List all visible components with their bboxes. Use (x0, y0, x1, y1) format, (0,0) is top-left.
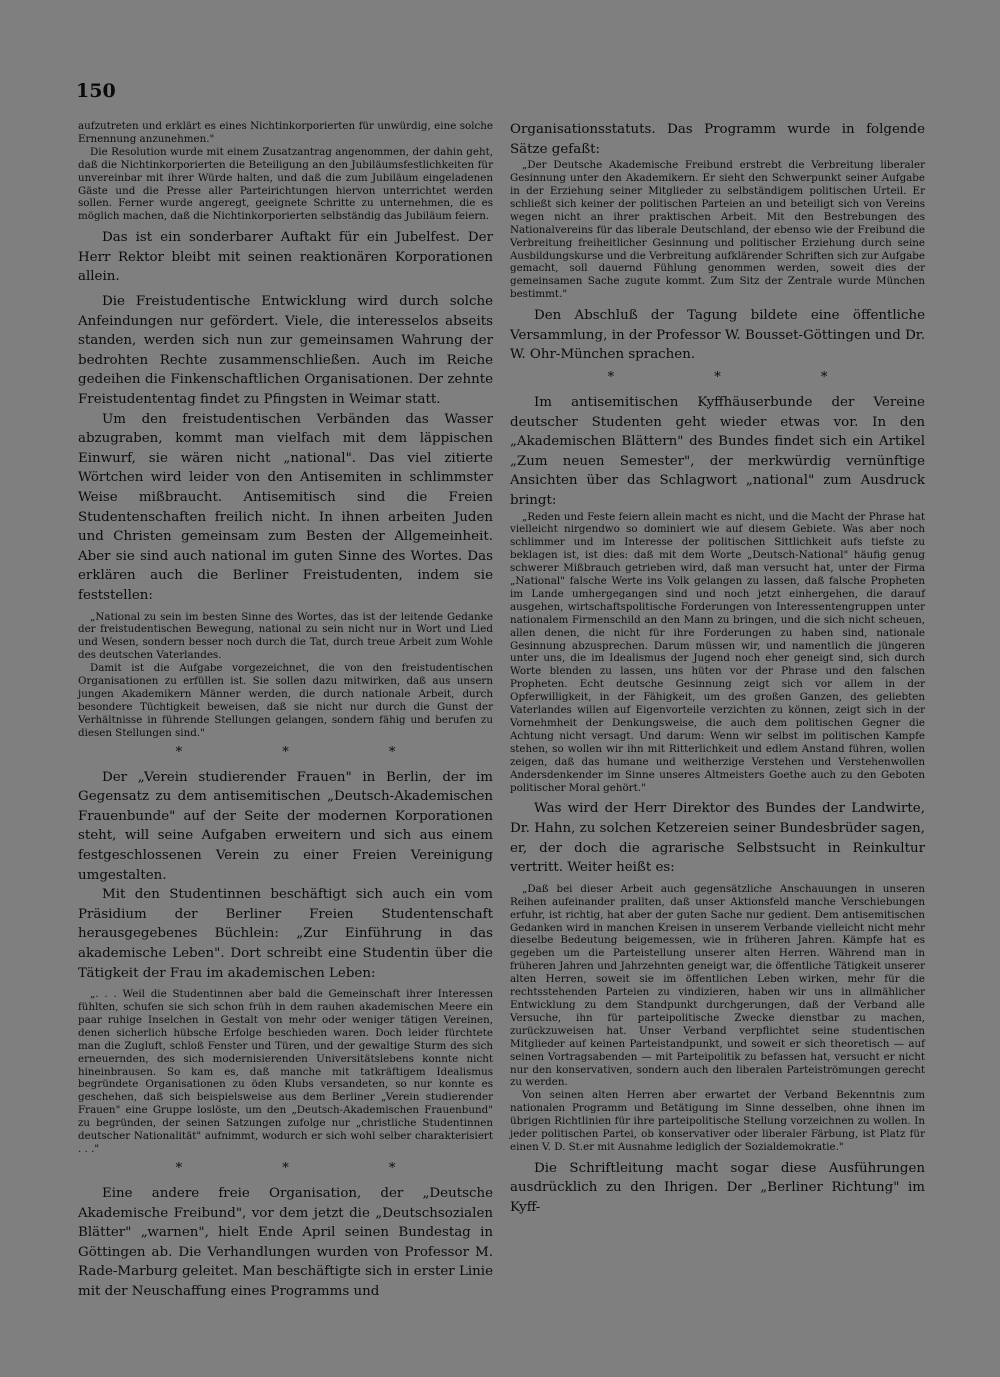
left-paragraph-freistudentische: Die Freistudentische Entwicklung wird durch solche Anfeindungen nur gefördert. Viele, die interesselos abseits standen, werden sich nun zur gemeinsamen Wahrung der bedrohten Rechte zusammenschließen. Auch im Reiche gedeihen die Finkenschaftlichen Organisationen. Der zehnte Freistudententag findet zu Pfingsten in Weimar statt. (78, 294, 493, 407)
left-paragraph-verein-frauen: Der „Verein studierender Frauen" in Berlin, der im Gegensatz zu dem antisemitischen „Deutsch-Akademischen Frauenbunde" auf der Seite der modernen Korporationen steht, will seine Aufgaben erweitern und sich aus einem festgeschlossenen Verein zu einer Freien Vereinigung umgestalten. (78, 769, 493, 883)
left-column (78, 120, 493, 1301)
left-quote-aufgabe: Damit ist die Aufgabe vorgezeichnet, die von den freistudentischen Organisationen zu erfüllen ist. Sie sollen dazu mitwirken, daß aus unsern jungen Akademikern Männer werden, die durch nationale Arbeit, durch besondere Tüchtigkeit beweisen, daß sie nicht nur durch die Gunst der Verhältnisse in führende Stellungen gelangen, sondern fähig und berufen zu diesen Stellungen sind." (78, 662, 493, 739)
left-paragraph-national: Um den freistudentischen Verbänden das Wasser abzugraben, kommt man vielfach mit dem läppischen Einwurf, sie wären nicht „national". Das viel zitierte Wörtchen wird leider von den Antisemiten in schlimmster Weise mißbraucht. Antisemitisch sind die Freien Studentenschaften freilich nicht. In ihnen arbeiten Juden und Christen gemeinsam zum Besten der Allgemeinheit. Aber sie sind auch national im guten Sinne des Wortes. Das erklären auch die Berliner Freistudenten, indem sie feststellen: (78, 411, 493, 603)
left-quote-national: „National zu sein im besten Sinne des Wortes, das ist der leitende Gedanke der freistudentischen Bewegung, national zu sein nicht nur in Wort und Lied und Wesen, sondern besser noch durch die Tat, durch treue Arbeit zum Wohle des deutschen Vaterlandes. (78, 610, 493, 662)
right-paragraph-statuts: Organisationsstatuts. Das Programm wurde in folgende Sätze gefaßt: (510, 122, 925, 157)
right-quote-alte-herren: Von seinen alten Herren aber erwartet der Verband Bekenntnis zum nationalen Programm und Betätigung im Sinne desselben, ohne ihnen im übrigen Richtlinien für ihre parteipolitische Stellung vorzeichnen zu wollen. In jeder politischen Partei, ob konservativer oder liberaler Färbung, ist Platz für einen V. D. St.er mit Ausnahme lediglich der Sozialdemokratie." (510, 1089, 925, 1153)
left-paragraph-studentinnen: Mit den Studentinnen beschäftigt sich auch ein vom Präsidium der Berliner Freien Studentenschaft herausgegebenes Büchlein: „Zur Einführung in das akademische Leben". Dort schreibt eine Studentin über die Tätigkeit der Frau im akademischen Leben: (78, 887, 493, 981)
left-quote-studentinnen: „. . . Weil die Studentinnen aber bald die Gemeinschaft ihrer Interessen fühlten, schufen sie sich schon früh in dem rauhen akademischen Meere ein paar ruhige Inselchen in Gestalt von mehr oder weniger tätigen Vereinen, denen sicherlich hübsche Erfolge beschieden waren. Doch leider fürchtete man die Zugluft, schloß Fenster und Türen, und der gewaltige Sturm des sich erneuernden, des sich modernisierenden Universitätslebens konnte nicht hineinbrausen. So kam es, daß manche mit tatkräftigem Idealismus begründete Organisationen zu öden Klubs versandeten, so nur konnte es geschehen, daß sich beispielsweise aus dem Berliner „Verein studierender Frauen" eine Gruppe loslöste, um den „Deutsch-Akademischen Frauenbund" zu begründen, der seinen Satzungen zufolge nur „christliche Studentinnen deutscher Nationalität" aufnimmt, wodurch er sich wohl selber charakterisiert . . ." (78, 988, 493, 1155)
section-separator: * * * (175, 1160, 444, 1176)
right-quote-freibund-program: „Der Deutsche Akademische Freibund erstrebt die Verbreitung liberaler Gesinnung unter den Akademikern. Er sieht den Schwerpunkt seiner Aufgabe in der Erziehung seiner Mitglieder zu selbständigem politischen Urteil. Er schließt sich keiner der politischen Parteien an und beteiligt sich von Vereins wegen nicht an ihrer praktischen Arbeit. Mit den Bestrebungen des Nationalvereins für das liberale Deutschland, der ebenso wie der Freibund die Verbreitung freiheitlicher Gesinnung und politischer Erziehung durch seine Ausbildungskurse und die Verbreitung aufklärender Schriften sich zur Aufgabe gemacht, soll dauernd Fühlung genommen werden, soweit dies der gemeinsamen Sache zugute kommt. Zum Sitz der Zentrale wurde München bestimmt." (510, 159, 925, 301)
page-number: 150 (76, 80, 116, 102)
section-separator: * * * (607, 369, 876, 385)
left-quote-continuation: aufzutreten und erklärt es eines Nichtinkorporierten für unwürdig, eine solche Ernennung anzunehmen." (78, 120, 493, 145)
section-separator: * * * (175, 744, 444, 760)
right-paragraph-tagung: Den Abschluß der Tagung bildete eine öffentliche Versammlung, in der Professor W. Bousset-Göttingen und Dr. W. Ohr-München sprachen. (510, 308, 925, 363)
right-column (510, 120, 925, 1218)
right-quote-reden-feste: „Reden und Feste feiern allein macht es nicht, und die Macht der Phrase hat vielleicht nirgendwo so dominiert wie auf diesem Gebiete. Was aber noch schlimmer und im Interesse der politischen Sittlichkeit aufs tiefste zu beklagen ist, ist dies: daß mit dem Worte „Deutsch-National" häufig genug schwerer Mißbrauch getrieben wird, daß man versucht hat, unter der Firma „National" falsche Werte ins Volk gelangen zu lassen, daß falsche Propheten im Lande umhergegangen sind und noch jetzt einhergehen, die darauf ausgehen, wirtschaftspolitische Forderungen von Interessentengruppen unter nationalem Firmenschild an den Mann zu bringen, und die sich nicht scheuen, allen denen, die nicht für ihre Forderungen zu haben sind, nationale Gesinnung abzusprechen. Darum müssen wir, und namentlich die jüngeren unter uns, die im Idealismus der Jugend noch eher geneigt sind, sich durch Worte blenden zu lassen, uns hüten vor der Phrase und den falschen Propheten. Echt deutsche Gesinnung zeigt sich vor allem in der Opferwilligkeit, in der Fähigkeit, um des großen Ganzen, des geliebten Vaterlandes willen auf Eigenvorteile verzichten zu können, zeigt sich in der Vornehmheit der Denkungsweise, die auch dem politischen Gegner die Achtung nicht versagt. Und darum: Wenn wir selbst im politischen Kampfe stehen, so wollen wir ihn mit Ritterlichkeit und edlem Anstand führen, wollen zeigen, daß das humane und weitherzige Verstehen und Verstehenwollen Andersdenkender im Sinne unseres Altmeisters Goethe auch zu den Geboten politischer Moral gehört." (510, 510, 925, 794)
left-paragraph-jubelfest: Das ist ein sonderbarer Auftakt für ein Jubelfest. Der Herr Rektor bleibt mit seinen reaktionären Korporationen allein. (78, 230, 493, 285)
right-quote-arbeit: „Daß bei dieser Arbeit auch gegensätzliche Anschauungen in unseren Reihen aufeinander prallten, daß unser Aktionsfeld manche Verschiebungen erfuhr, ist richtig, hat aber der guten Sache nur gedient. Dem antisemitischen Gedanken wird in manchen Kreisen in unserem Verbande vielleicht nicht mehr dieselbe Bedeutung beigemessen, wie in früheren Jahren. Kämpfe hat es gegeben um die Parteistellung unserer alten Herren. Während man in früheren Jahren und Jahrzehnten geneigt war, die öffentliche Tätigkeit unserer alten Herren, soweit sie im öffentlichen Leben wirken, mehr für die rechtsstehenden Parteien zu vindizieren, haben wir uns in allmählicher Entwicklung zu dem Standpunkt durchgerungen, daß der Verband alle Versuche, ihn für parteipolitische Zwecke dienstbar zu machen, zurückzuweisen hat. Unser Verband verpflichtet seine studentischen Mitglieder auf keinen Parteistandpunkt, und soweit er sich theoretisch — auf seinen Vortragsabenden — mit Parteipolitik zu befassen hat, versucht er nicht nur den konservativen, sondern auch den liberalen Parteiströmungen gerecht zu werden. (510, 882, 925, 1089)
left-paragraph-freibund: Eine andere freie Organisation, der „Deutsche Akademische Freibund", vor dem jetzt die „Deutschsozialen Blätter" „warnen", hielt Ende April seinen Bundestag in Göttingen ab. Die Verhandlungen wurden von Professor M. Rade-Marburg geleitet. Man beschäftigte sich in erster Linie mit der Neuschaffung eines Programms und (78, 1185, 493, 1299)
right-paragraph-schriftleitung: Die Schriftleitung macht sogar diese Ausführungen ausdrücklich zu den Ihrigen. Der „Berliner Richtung" im Kyff- (510, 1160, 925, 1216)
left-resolution-paragraph: Die Resolution wurde mit einem Zusatzantrag angenommen, der dahin geht, daß die Nichtinkorporierten die Beteiligung an den Jubiläumsfestlichkeiten für unvereinbar mit ihrer Würde halten, und daß die zum Jubiläum eingeladenen Gäste und die Presse aller Parteirichtungen hiervon unterrichtet werden sollen. Ferner wurde angeregt, geeignete Schritte zu unternehmen, die es möglich machen, daß die Nichtinkorporierten selbständig das Jubiläum feiern. (78, 145, 493, 223)
right-paragraph-kyffhaeuser: Im antisemitischen Kyffhäuserbunde der Vereine deutscher Studenten geht wieder etwas vor. In den „Akademischen Blättern" des Bundes findet sich ein Artikel „Zum neuen Semester", der merkwürdig vernünftige Ansichten über das Schlagwort „national" zum Ausdruck bringt: (510, 394, 925, 508)
right-paragraph-hahn: Was wird der Herr Direktor des Bundes der Landwirte, Dr. Hahn, zu solchen Ketzereien seiner Bundesbrüder sagen, er, der doch die agrarische Selbstsucht in Reinkultur vertritt. Weiter heißt es: (510, 801, 925, 876)
